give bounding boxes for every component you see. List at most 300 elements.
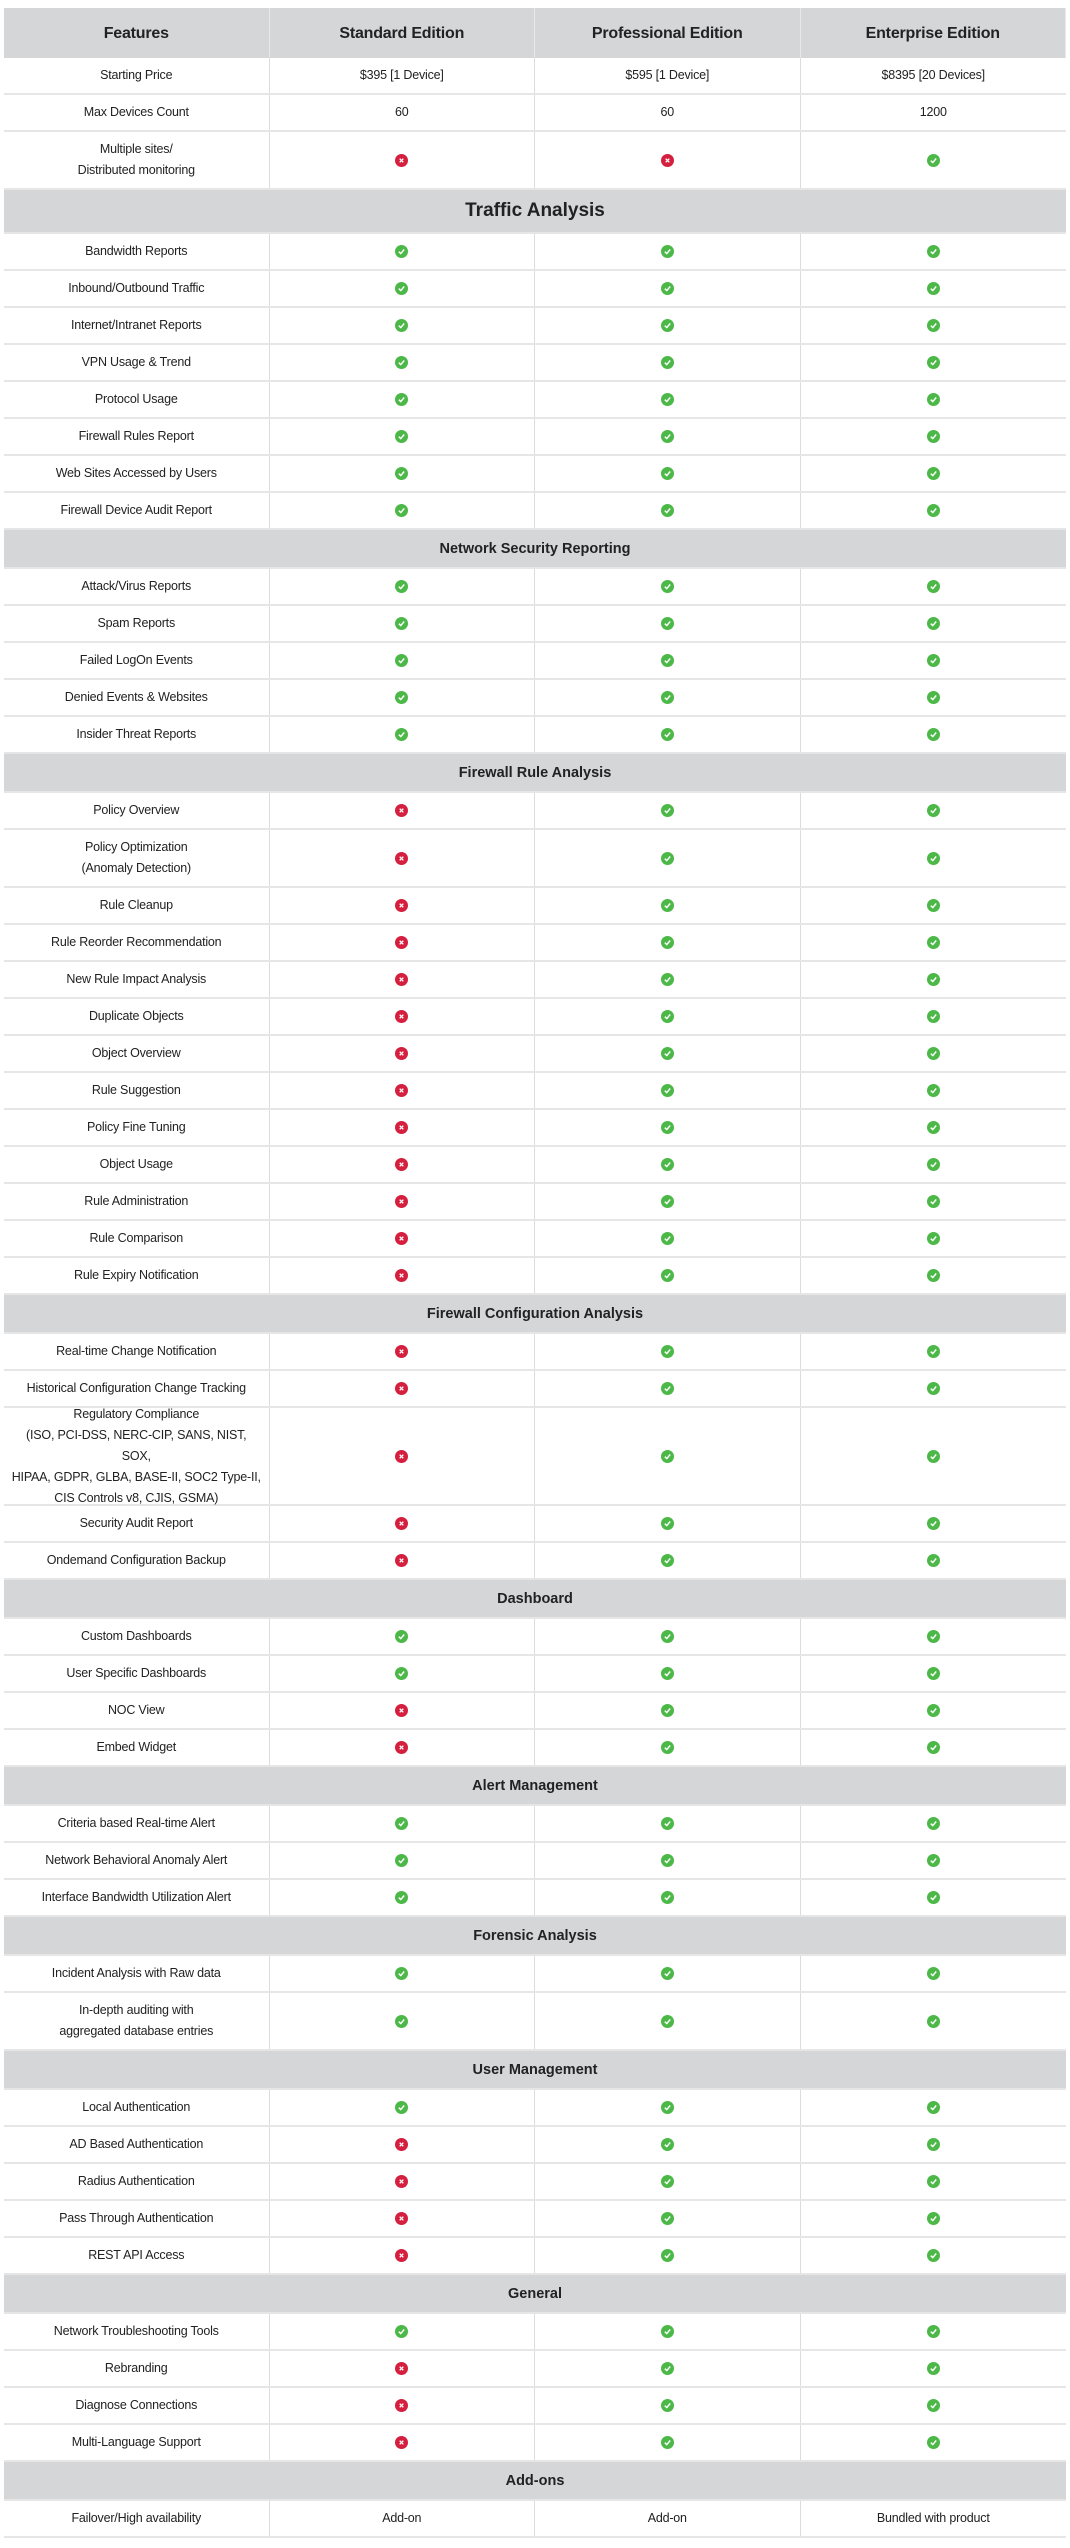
check-circle-icon bbox=[927, 1854, 940, 1867]
feature-label: User Specific Dashboards bbox=[66, 1666, 207, 1680]
table-row bbox=[4, 1619, 1066, 1656]
professional-value bbox=[535, 95, 801, 130]
value-text: Add-on bbox=[647, 2511, 687, 2525]
professional-value bbox=[535, 2388, 801, 2423]
check-circle-icon bbox=[661, 393, 674, 406]
check-circle-icon bbox=[927, 393, 940, 406]
check-circle-icon bbox=[661, 1854, 674, 1867]
feature-name bbox=[4, 234, 270, 269]
enterprise-value bbox=[801, 1147, 1067, 1182]
standard-value bbox=[270, 1543, 536, 1578]
check-circle-icon bbox=[395, 245, 408, 258]
feature-name bbox=[4, 1408, 270, 1504]
check-circle-icon bbox=[661, 2015, 674, 2028]
enterprise-value bbox=[801, 888, 1067, 923]
standard-value bbox=[270, 132, 536, 188]
professional-value bbox=[535, 1543, 801, 1578]
check-circle-icon bbox=[927, 2212, 940, 2225]
standard-value bbox=[270, 419, 536, 454]
standard-value bbox=[270, 1619, 536, 1654]
feature-label: Regulatory Compliance (ISO, PCI-DSS, NERC-CIP, SANS, NIST, SOX, HIPAA, GDPR, GLBA, BASE-II, SOC2 Type-II, CIS Controls v8, CJIS, GSMA) bbox=[11, 1406, 261, 1505]
standard-value bbox=[270, 95, 536, 130]
standard-value bbox=[270, 1656, 536, 1691]
professional-value bbox=[535, 132, 801, 188]
feature-label: Real-time Change Notification bbox=[56, 1344, 217, 1358]
standard-value bbox=[270, 308, 536, 343]
feature-label: AD Based Authentication bbox=[69, 2137, 204, 2151]
professional-value bbox=[535, 456, 801, 491]
cross-circle-icon bbox=[661, 154, 674, 167]
check-circle-icon bbox=[661, 691, 674, 704]
table-row bbox=[4, 1693, 1066, 1730]
section-header: Alert Management bbox=[4, 1767, 1066, 1806]
standard-value bbox=[270, 2388, 536, 2423]
section-header: Network Security Reporting bbox=[4, 530, 1066, 569]
feature-name bbox=[4, 1147, 270, 1182]
enterprise-value bbox=[801, 1993, 1067, 2049]
feature-label: Ondemand Configuration Backup bbox=[46, 1553, 226, 1567]
professional-value bbox=[535, 1371, 801, 1406]
professional-value bbox=[535, 1334, 801, 1369]
feature-label: Denied Events & Websites bbox=[64, 690, 208, 704]
check-circle-icon bbox=[395, 467, 408, 480]
feature-name bbox=[4, 962, 270, 997]
table-row bbox=[4, 680, 1066, 717]
check-circle-icon bbox=[927, 580, 940, 593]
check-circle-icon bbox=[661, 1554, 674, 1567]
check-circle-icon bbox=[661, 1817, 674, 1830]
enterprise-value bbox=[801, 493, 1067, 528]
table-row bbox=[4, 1956, 1066, 1993]
table-row bbox=[4, 1110, 1066, 1147]
feature-comparison-table bbox=[4, 8, 1066, 2538]
check-circle-icon bbox=[927, 2015, 940, 2028]
professional-value bbox=[535, 2314, 801, 2349]
enterprise-value bbox=[801, 569, 1067, 604]
check-circle-icon bbox=[661, 1667, 674, 1680]
cross-circle-icon bbox=[395, 1269, 408, 1282]
enterprise-value bbox=[801, 1110, 1067, 1145]
professional-value bbox=[535, 1147, 801, 1182]
feature-label: Custom Dashboards bbox=[80, 1629, 192, 1643]
cross-circle-icon bbox=[395, 1010, 408, 1023]
enterprise-value bbox=[801, 1184, 1067, 1219]
feature-label: Firewall Rules Report bbox=[78, 429, 194, 443]
standard-value bbox=[270, 1036, 536, 1071]
professional-value bbox=[535, 962, 801, 997]
cross-circle-icon bbox=[395, 804, 408, 817]
check-circle-icon bbox=[661, 1010, 674, 1023]
enterprise-value bbox=[801, 1806, 1067, 1841]
feature-label: New Rule Impact Analysis bbox=[66, 972, 207, 986]
feature-name bbox=[4, 1334, 270, 1369]
feature-name bbox=[4, 1506, 270, 1541]
table-row bbox=[4, 2164, 1066, 2201]
feature-label: Historical Configuration Change Tracking bbox=[26, 1381, 246, 1395]
check-circle-icon bbox=[927, 1630, 940, 1643]
enterprise-value bbox=[801, 2127, 1067, 2162]
check-circle-icon bbox=[927, 2249, 940, 2262]
table-row bbox=[4, 2388, 1066, 2425]
check-circle-icon bbox=[661, 1158, 674, 1171]
check-circle-icon bbox=[927, 1269, 940, 1282]
standard-value bbox=[270, 643, 536, 678]
professional-value bbox=[535, 2351, 801, 2386]
table-row bbox=[4, 2314, 1066, 2351]
check-circle-icon bbox=[395, 1667, 408, 1680]
cross-circle-icon bbox=[395, 2212, 408, 2225]
professional-value bbox=[535, 1221, 801, 1256]
feature-name bbox=[4, 1880, 270, 1915]
table-row bbox=[4, 308, 1066, 345]
professional-value bbox=[535, 1993, 801, 2049]
feature-label: Firewall Device Audit Report bbox=[60, 503, 212, 517]
enterprise-value bbox=[801, 132, 1067, 188]
feature-label: Policy Optimization (Anomaly Detection) bbox=[81, 840, 191, 875]
check-circle-icon bbox=[661, 899, 674, 912]
check-circle-icon bbox=[927, 154, 940, 167]
section-header: Dashboard bbox=[4, 1580, 1066, 1619]
table-row bbox=[4, 234, 1066, 271]
feature-label: Policy Fine Tuning bbox=[86, 1120, 186, 1134]
enterprise-value bbox=[801, 1880, 1067, 1915]
check-circle-icon bbox=[395, 2015, 408, 2028]
professional-value bbox=[535, 419, 801, 454]
enterprise-value bbox=[801, 1258, 1067, 1293]
check-circle-icon bbox=[661, 2325, 674, 2338]
enterprise-value bbox=[801, 2090, 1067, 2125]
section-header: Add-ons bbox=[4, 2462, 1066, 2501]
feature-name bbox=[4, 1730, 270, 1765]
check-circle-icon bbox=[395, 2101, 408, 2114]
enterprise-value bbox=[801, 962, 1067, 997]
cross-circle-icon bbox=[395, 1554, 408, 1567]
check-circle-icon bbox=[927, 1891, 940, 1904]
enterprise-value bbox=[801, 95, 1067, 130]
table-row bbox=[4, 419, 1066, 456]
check-circle-icon bbox=[927, 936, 940, 949]
standard-value bbox=[270, 493, 536, 528]
check-circle-icon bbox=[661, 504, 674, 517]
check-circle-icon bbox=[395, 1854, 408, 1867]
standard-value bbox=[270, 1258, 536, 1293]
check-circle-icon bbox=[927, 282, 940, 295]
feature-name bbox=[4, 271, 270, 306]
feature-label: Security Audit Report bbox=[79, 1516, 193, 1530]
check-circle-icon bbox=[927, 728, 940, 741]
check-circle-icon bbox=[661, 1084, 674, 1097]
standard-value bbox=[270, 1993, 536, 2049]
feature-name bbox=[4, 308, 270, 343]
check-circle-icon bbox=[661, 2138, 674, 2151]
professional-value bbox=[535, 308, 801, 343]
standard-value bbox=[270, 58, 536, 93]
check-circle-icon bbox=[927, 504, 940, 517]
check-circle-icon bbox=[661, 1704, 674, 1717]
check-circle-icon bbox=[661, 2249, 674, 2262]
header-professional-edition: Professional Edition bbox=[535, 8, 801, 58]
check-circle-icon bbox=[395, 282, 408, 295]
table-row bbox=[4, 1258, 1066, 1295]
check-circle-icon bbox=[661, 1891, 674, 1904]
value-text: Bundled with product bbox=[876, 2511, 990, 2525]
standard-value bbox=[270, 2314, 536, 2349]
feature-name bbox=[4, 2238, 270, 2273]
table-row bbox=[4, 1843, 1066, 1880]
cross-circle-icon bbox=[395, 2399, 408, 2412]
professional-value bbox=[535, 1258, 801, 1293]
check-circle-icon bbox=[927, 1382, 940, 1395]
check-circle-icon bbox=[395, 654, 408, 667]
feature-name bbox=[4, 2164, 270, 2199]
check-circle-icon bbox=[661, 1382, 674, 1395]
feature-label: REST API Access bbox=[88, 2248, 185, 2262]
professional-value bbox=[535, 1408, 801, 1504]
section-header: Traffic Analysis bbox=[4, 190, 1066, 234]
check-circle-icon bbox=[927, 1741, 940, 1754]
check-circle-icon bbox=[927, 1047, 940, 1060]
section-header: Firewall Rule Analysis bbox=[4, 754, 1066, 793]
standard-value bbox=[270, 1506, 536, 1541]
table-row bbox=[4, 1656, 1066, 1693]
feature-label: Failover/High availability bbox=[71, 2511, 202, 2525]
header-standard-edition: Standard Edition bbox=[270, 8, 536, 58]
feature-name bbox=[4, 58, 270, 93]
check-circle-icon bbox=[927, 2399, 940, 2412]
feature-name bbox=[4, 493, 270, 528]
feature-label: Spam Reports bbox=[97, 616, 175, 630]
feature-label: Inbound/Outbound Traffic bbox=[68, 281, 205, 295]
cross-circle-icon bbox=[395, 1704, 408, 1717]
check-circle-icon bbox=[395, 1967, 408, 1980]
check-circle-icon bbox=[927, 1554, 940, 1567]
feature-label: Rule Expiry Notification bbox=[74, 1268, 199, 1282]
feature-label: Criteria based Real-time Alert bbox=[57, 1816, 215, 1830]
professional-value bbox=[535, 345, 801, 380]
value-text: 1200 bbox=[919, 105, 947, 119]
feature-label: Incident Analysis with Raw data bbox=[51, 1966, 221, 1980]
enterprise-value bbox=[801, 1334, 1067, 1369]
check-circle-icon bbox=[927, 1158, 940, 1171]
professional-value bbox=[535, 830, 801, 886]
professional-value bbox=[535, 2090, 801, 2125]
feature-label: Rule Reorder Recommendation bbox=[51, 935, 222, 949]
cross-circle-icon bbox=[395, 1382, 408, 1395]
table-row bbox=[4, 717, 1066, 754]
enterprise-value bbox=[801, 2238, 1067, 2273]
check-circle-icon bbox=[927, 1010, 940, 1023]
standard-value bbox=[270, 717, 536, 752]
feature-name bbox=[4, 1184, 270, 1219]
check-circle-icon bbox=[927, 245, 940, 258]
feature-name bbox=[4, 888, 270, 923]
table-row bbox=[4, 58, 1066, 95]
professional-value bbox=[535, 888, 801, 923]
check-circle-icon bbox=[927, 1232, 940, 1245]
check-circle-icon bbox=[661, 936, 674, 949]
standard-value bbox=[270, 999, 536, 1034]
feature-label: Radius Authentication bbox=[77, 2174, 195, 2188]
cross-circle-icon bbox=[395, 1047, 408, 1060]
check-circle-icon bbox=[927, 617, 940, 630]
feature-name bbox=[4, 132, 270, 188]
check-circle-icon bbox=[927, 1450, 940, 1463]
check-circle-icon bbox=[927, 804, 940, 817]
enterprise-value bbox=[801, 419, 1067, 454]
professional-value bbox=[535, 680, 801, 715]
cross-circle-icon bbox=[395, 2138, 408, 2151]
enterprise-value bbox=[801, 999, 1067, 1034]
check-circle-icon bbox=[661, 1195, 674, 1208]
table-header-row bbox=[4, 8, 1066, 58]
check-circle-icon bbox=[927, 654, 940, 667]
check-circle-icon bbox=[927, 691, 940, 704]
enterprise-value bbox=[801, 1371, 1067, 1406]
check-circle-icon bbox=[661, 356, 674, 369]
enterprise-value bbox=[801, 1693, 1067, 1728]
professional-value bbox=[535, 1956, 801, 1991]
check-circle-icon bbox=[395, 356, 408, 369]
check-circle-icon bbox=[395, 691, 408, 704]
table-row bbox=[4, 2127, 1066, 2164]
feature-label: Network Behavioral Anomaly Alert bbox=[45, 1853, 228, 1867]
cross-circle-icon bbox=[395, 1345, 408, 1358]
cross-circle-icon bbox=[395, 1741, 408, 1754]
table-row bbox=[4, 793, 1066, 830]
table-row bbox=[4, 1036, 1066, 1073]
check-circle-icon bbox=[661, 430, 674, 443]
cross-circle-icon bbox=[395, 899, 408, 912]
feature-label: NOC View bbox=[107, 1703, 165, 1717]
cross-circle-icon bbox=[395, 2249, 408, 2262]
cross-circle-icon bbox=[395, 2362, 408, 2375]
check-circle-icon bbox=[395, 728, 408, 741]
check-circle-icon bbox=[661, 617, 674, 630]
table-row bbox=[4, 2351, 1066, 2388]
check-circle-icon bbox=[661, 654, 674, 667]
enterprise-value bbox=[801, 1543, 1067, 1578]
feature-name bbox=[4, 1073, 270, 1108]
feature-name bbox=[4, 456, 270, 491]
table-row bbox=[4, 643, 1066, 680]
enterprise-value bbox=[801, 1956, 1067, 1991]
standard-value bbox=[270, 456, 536, 491]
value-text: $8395 [20 Devices] bbox=[881, 68, 985, 82]
professional-value bbox=[535, 1730, 801, 1765]
professional-value bbox=[535, 2238, 801, 2273]
feature-name bbox=[4, 2201, 270, 2236]
enterprise-value bbox=[801, 1730, 1067, 1765]
professional-value bbox=[535, 382, 801, 417]
table-row bbox=[4, 999, 1066, 1036]
check-circle-icon bbox=[661, 1121, 674, 1134]
check-circle-icon bbox=[927, 2138, 940, 2151]
check-circle-icon bbox=[395, 430, 408, 443]
check-circle-icon bbox=[927, 1817, 940, 1830]
enterprise-value bbox=[801, 2314, 1067, 2349]
feature-label: Object Usage bbox=[99, 1157, 173, 1171]
check-circle-icon bbox=[927, 973, 940, 986]
feature-name bbox=[4, 419, 270, 454]
table-row bbox=[4, 132, 1066, 190]
standard-value bbox=[270, 830, 536, 886]
standard-value bbox=[270, 1147, 536, 1182]
cross-circle-icon bbox=[395, 936, 408, 949]
professional-value bbox=[535, 1184, 801, 1219]
check-circle-icon bbox=[661, 467, 674, 480]
check-circle-icon bbox=[661, 2399, 674, 2412]
feature-label: Embed Widget bbox=[96, 1740, 177, 1754]
enterprise-value bbox=[801, 1619, 1067, 1654]
cross-circle-icon bbox=[395, 2436, 408, 2449]
feature-label: Network Troubleshooting Tools bbox=[53, 2324, 219, 2338]
enterprise-value bbox=[801, 2388, 1067, 2423]
feature-name bbox=[4, 1656, 270, 1691]
feature-name bbox=[4, 1258, 270, 1293]
feature-label: Policy Overview bbox=[93, 803, 180, 817]
feature-name bbox=[4, 643, 270, 678]
table-row bbox=[4, 888, 1066, 925]
enterprise-value bbox=[801, 830, 1067, 886]
standard-value bbox=[270, 569, 536, 604]
standard-value bbox=[270, 382, 536, 417]
feature-label: Max Devices Count bbox=[83, 105, 189, 119]
standard-value bbox=[270, 606, 536, 641]
standard-value bbox=[270, 2127, 536, 2162]
table-row bbox=[4, 1993, 1066, 2051]
check-circle-icon bbox=[927, 1967, 940, 1980]
standard-value bbox=[270, 680, 536, 715]
table-row bbox=[4, 1147, 1066, 1184]
check-circle-icon bbox=[661, 1517, 674, 1530]
feature-label: Multiple sites/ Distributed monitoring bbox=[77, 142, 195, 177]
professional-value bbox=[535, 234, 801, 269]
table-row bbox=[4, 830, 1066, 888]
cross-circle-icon bbox=[395, 973, 408, 986]
table-row bbox=[4, 1730, 1066, 1767]
enterprise-value bbox=[801, 345, 1067, 380]
feature-name bbox=[4, 1806, 270, 1841]
enterprise-value bbox=[801, 382, 1067, 417]
table-row bbox=[4, 1334, 1066, 1371]
table-row bbox=[4, 1184, 1066, 1221]
check-circle-icon bbox=[395, 2325, 408, 2338]
check-circle-icon bbox=[927, 467, 940, 480]
enterprise-value bbox=[801, 606, 1067, 641]
enterprise-value bbox=[801, 680, 1067, 715]
feature-name bbox=[4, 1110, 270, 1145]
check-circle-icon bbox=[927, 2101, 940, 2114]
standard-value bbox=[270, 1730, 536, 1765]
enterprise-value bbox=[801, 643, 1067, 678]
cross-circle-icon bbox=[395, 1195, 408, 1208]
enterprise-value bbox=[801, 308, 1067, 343]
standard-value bbox=[270, 1110, 536, 1145]
table-row bbox=[4, 2425, 1066, 2462]
standard-value bbox=[270, 345, 536, 380]
professional-value bbox=[535, 1656, 801, 1691]
check-circle-icon bbox=[661, 2436, 674, 2449]
enterprise-value bbox=[801, 2351, 1067, 2386]
enterprise-value bbox=[801, 1843, 1067, 1878]
table-row bbox=[4, 1073, 1066, 1110]
professional-value bbox=[535, 2501, 801, 2536]
enterprise-value bbox=[801, 1073, 1067, 1108]
professional-value bbox=[535, 2127, 801, 2162]
check-circle-icon bbox=[927, 1084, 940, 1097]
standard-value bbox=[270, 793, 536, 828]
feature-name bbox=[4, 1543, 270, 1578]
